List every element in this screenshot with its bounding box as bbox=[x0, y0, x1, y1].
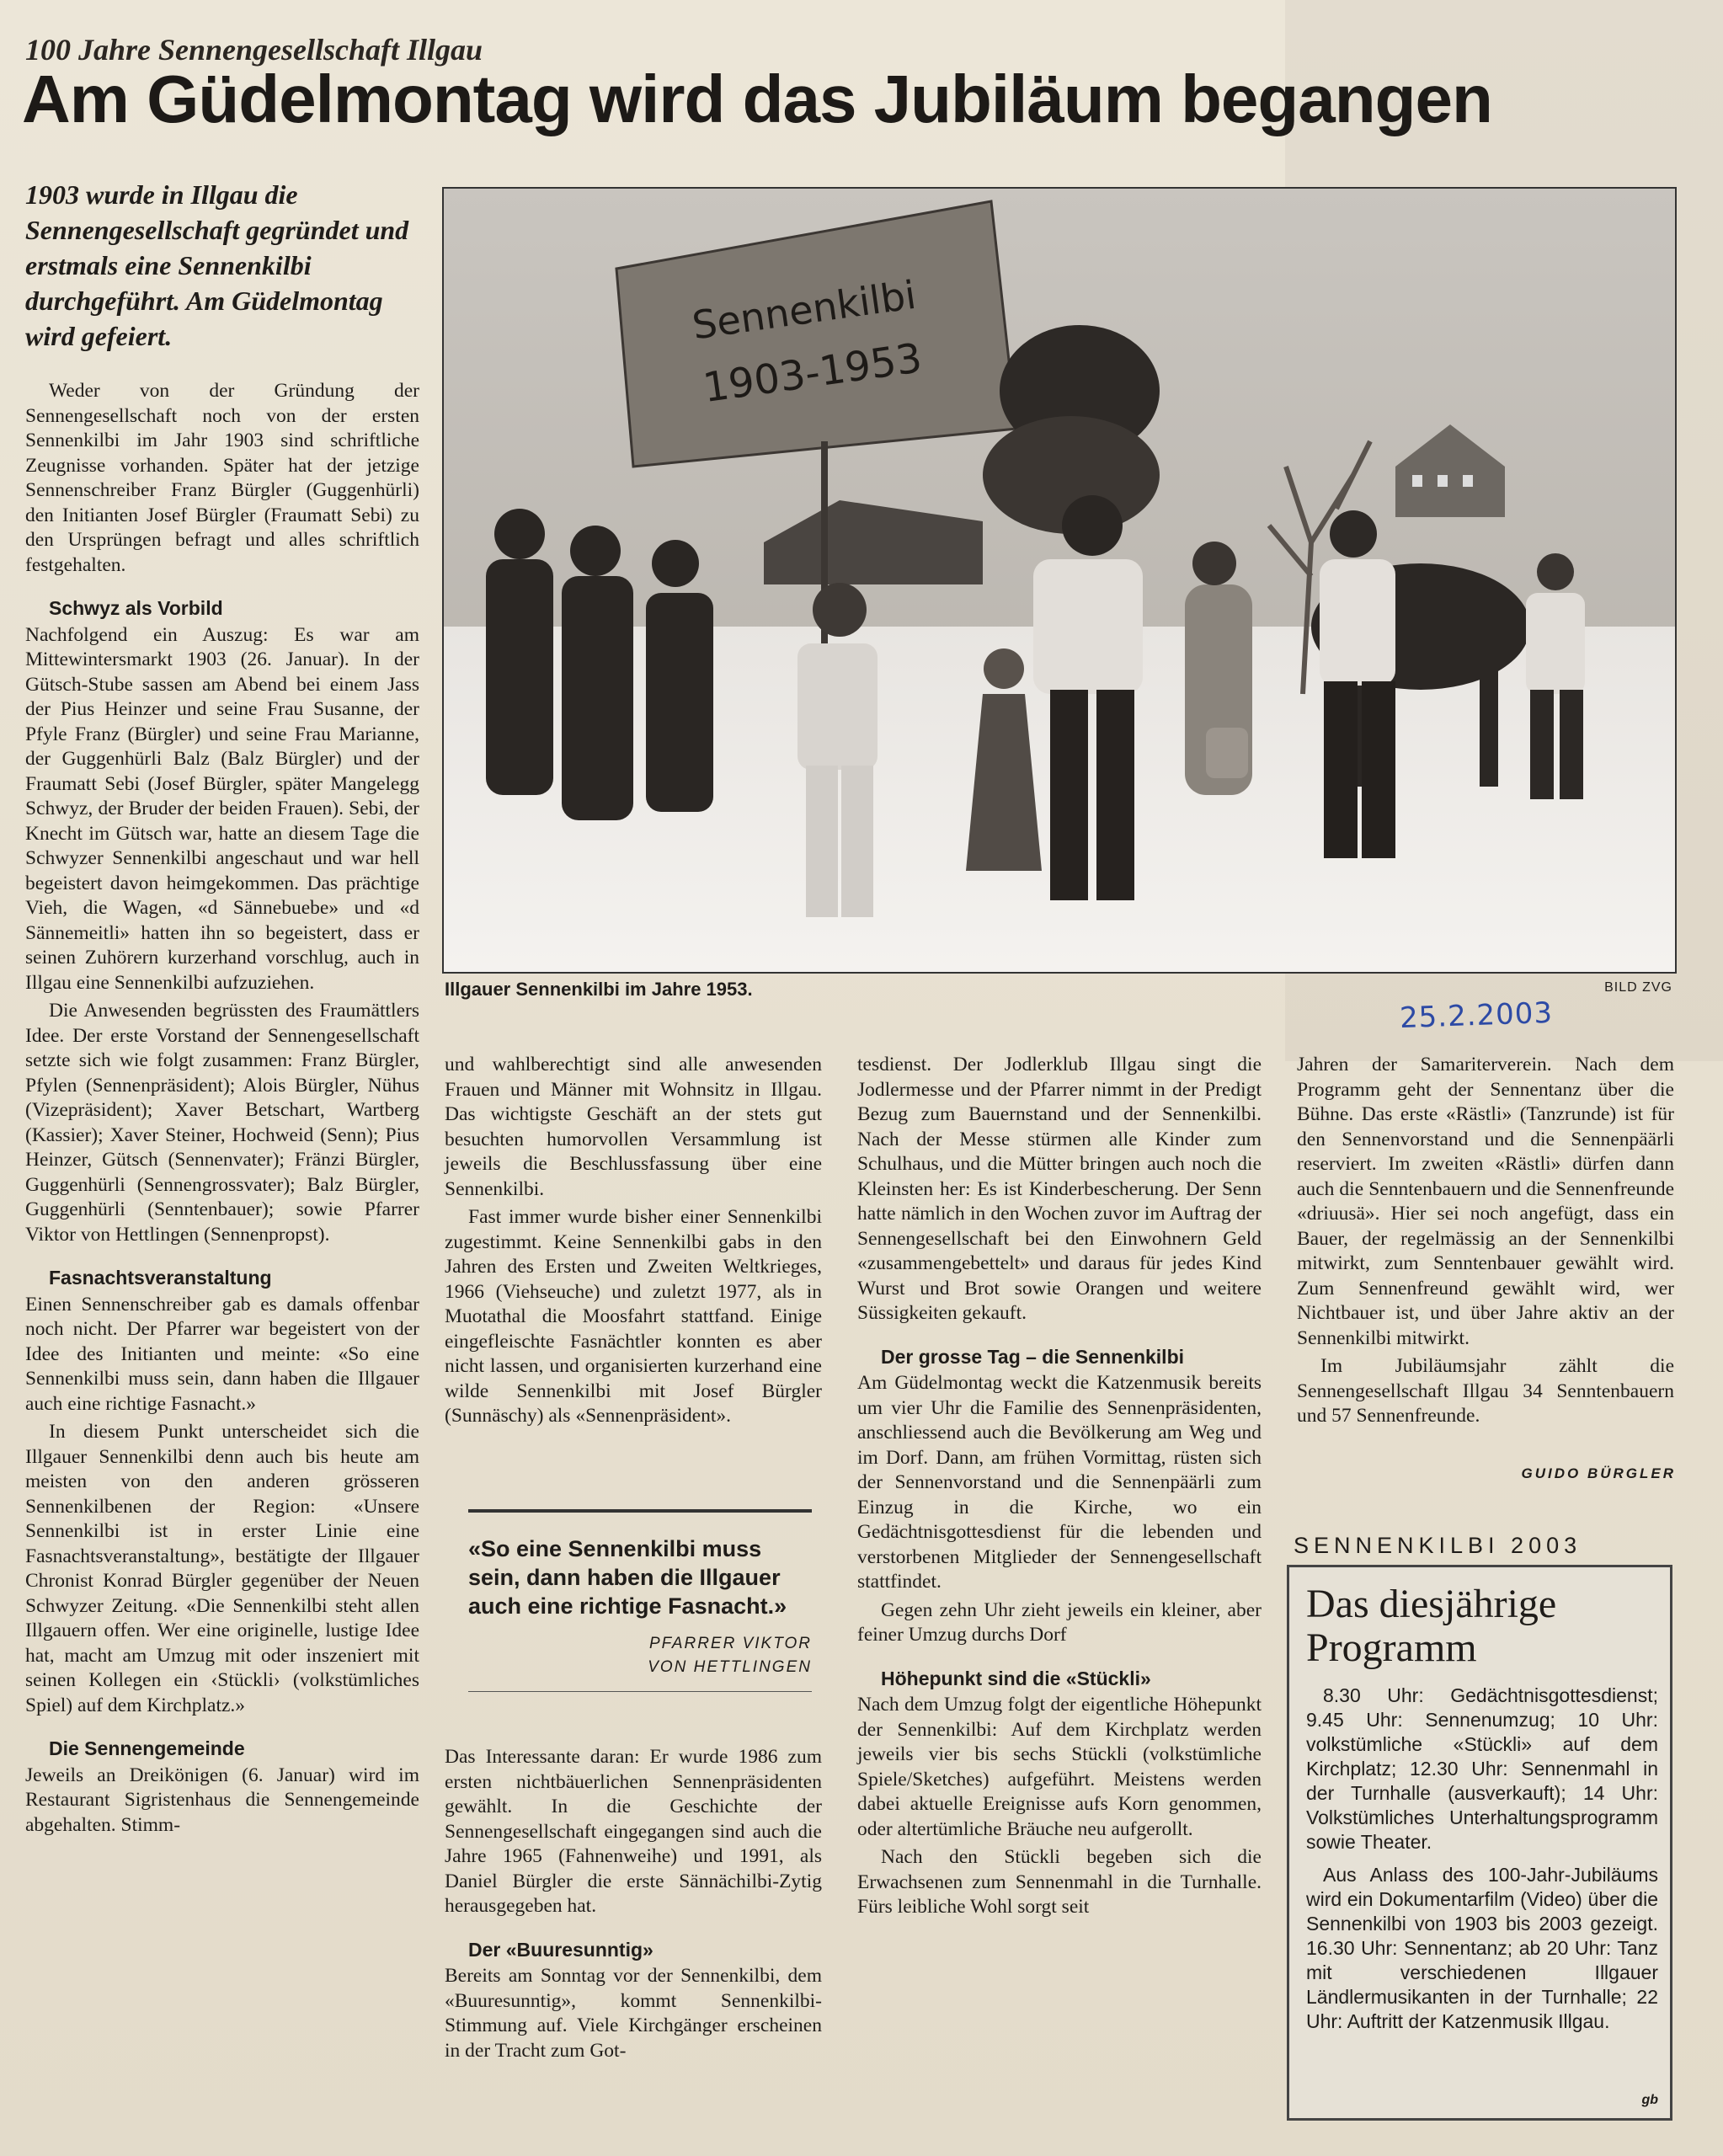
paragraph: Nach dem Umzug folgt der eigentliche Höhepunkt der Sennenkilbi: Auf dem Kirchplatz werden jeweils vier bis sechs Stückli (volkstümliche Spiele/Sketches) aufgeführt. Meistens werden dabei aktuelle Ereignisse aufs Korn genommen, oder altertümliche Bräuche neu aufgerollt. bbox=[857, 1694, 1262, 1840]
handwritten-date: 25.2.2003 bbox=[1399, 995, 1554, 1036]
article-kicker: 100 Jahre Sennengesellschaft Illgau bbox=[25, 33, 483, 67]
paragraph: Jahren der Samariterverein. Nach dem Programm geht der Sennentanz über die Bühne. Das erste «Rästli» (Tanzrunde) ist für den Sennenvorstand und die Sennenpäärli reserviert. Im zweiten «Rästli» dürfen dann auch die Senntenbauern und die Sennenfreunde «driuusä». Hier sei noch angefügt, dass ein Bauer, der regelmässig an der Sennenkilbi mitwirkt, zum Senntenbauer gewählt wird. Zum Sennenfreund gewählt wird, wer Nichtbauer ist, und über Jahre aktiv an der Sennenkilbi mitwirkt. bbox=[1297, 1054, 1674, 1349]
paragraph: Fast immer wurde bisher einer Sennenkilbi zugestimmt. Keine Sennenkilbi gabs in den Jahren des Ersten und Zweiten Weltkrieges, 1966 (Viehseuche) und zuletzt 1977, als in Muotathal die Moosfahrt stattfand. Einige eingefleischte Fasnächtler konnten es aber nicht lassen, und organisierten kurzerhand eine wilde Sennenkilbi mit Josef Bürgler (Sunnäschy) als «Sennenpräsident». bbox=[445, 1206, 822, 1427]
program-box-initials: gb bbox=[1641, 2093, 1658, 2107]
paragraph: Am Güdelmontag weckt die Katzenmusik bereits um vier Uhr die Familie des Sennenpräsidenten, anschliessend auch die Bevölkerung am Weg und im Dorf. Dann, am frühen Vormittag, rüsten sich der Sennenvorstand und die Sennenpäärli zum Einzug in die Kirche, wo ein Gedächtnisgottesdienst für die lebenden und verstorbenen Mitglieder der Sennengesellschaft stattfindet. bbox=[857, 1372, 1262, 1593]
article-headline: Am Güdelmontag wird das Jubiläum begangen bbox=[22, 61, 1492, 136]
program-paragraph: 8.30 Uhr: Gedächtnisgottesdienst; 9.45 Uhr: Sennenumzug; 10 Uhr: volkstümliche «Stückli» auf dem Kirchplatz; 12.30 Uhr: Sennenmahl in der Turnhalle (ausverkauft); 14 Uhr: Volkstümliches Unterhaltungsprogramm sowie Theater. bbox=[1306, 1684, 1658, 1853]
pull-quote bbox=[468, 1509, 812, 1692]
text-column-3 bbox=[857, 1053, 1262, 1920]
text-column-1 bbox=[25, 379, 419, 1838]
pull-quote-author-line-1: PFARRER VIKTOR bbox=[648, 1635, 812, 1652]
paragraph: Weder von der Gründung der Sennengesellschaft noch von der ersten Sennenkilbi im Jahr 1903 sind schriftliche Zeugnisse vorhanden. Später hat der jetzige Sennenschreiber Franz Bürgler (Guggenhürli) den Initianten Josef Bürgler (Fraumatt Sebi) zu den Ursprüngen befragt und alles schriftlich festgehalten. bbox=[25, 380, 419, 576]
program-box-kicker: SENNENKILBI 2003 bbox=[1294, 1533, 1582, 1558]
paragraph: Bereits am Sonntag vor der Sennenkilbi, dem «Buuresunntig», kommt Sennenkilbi-Stimmung auf. Viele Kirchgänger erscheinen in der Tracht zum Got- bbox=[445, 1965, 822, 2062]
program-box-title: Das diesjährige Programm bbox=[1306, 1582, 1557, 1670]
subheading: Schwyz als Vorbild bbox=[49, 597, 223, 619]
subheading: Die Sennengemeinde bbox=[49, 1737, 245, 1759]
sign-text-line-2: 1903-1953 bbox=[700, 334, 926, 413]
parade-photo-illustration bbox=[444, 189, 1675, 972]
paragraph: und wahlberechtigt sind alle anwesenden Frauen und Männer mit Wohnsitz in Illgau. Das wichtigste Geschäft an der stets gut besuchten humorvollen Versammlung ist jeweils die Beschlussfassung über eine Sennenkilbi. bbox=[445, 1054, 822, 1200]
program-box bbox=[1287, 1565, 1672, 2121]
author-byline: GUIDO BÜRGLER bbox=[1521, 1465, 1676, 1481]
text-column-4 bbox=[1297, 1053, 1674, 1429]
article-lead: 1903 wurde in Illgau die Sennengesellschaft gegründet und erstmals eine Sennenkilbi durchgeführt. Am Güdelmontag wird gefeiert. bbox=[25, 179, 409, 351]
text-column-2-continued bbox=[445, 1745, 822, 2063]
photo-credit: BILD ZVG bbox=[1604, 980, 1672, 995]
paragraph: Gegen zehn Uhr zieht jeweils ein kleiner, aber feiner Umzug durchs Dorf bbox=[857, 1598, 1262, 1646]
paragraph: In diesem Punkt unterscheidet sich die Illgauer Sennenkilbi denn auch bis heute am meisten von den anderen grösseren Sennenkilbenen der Region: «Unsere Sennenkilbi ist in erster Linie eine Fasnachtsveranstaltung», bestätigte der Illgauer Chronist Konrad Bürgler gegenüber der Neuen Schwyzer Zeitung. «Die Sennenkilbi steht allen Illgauern offen. Wer eine originelle, lustige Idee hat, macht am Umzug mit oder inszeniert mit seinen Kollegen ein ‹Stückli› (volkstümliches Spiel) auf dem Kirchplatz.» bbox=[25, 1421, 419, 1716]
pull-quote-author-line-2: VON HETTLINGEN bbox=[648, 1658, 812, 1676]
paragraph: Die Anwesenden begrüssten des Fraumättlers Idee. Der erste Vorstand der Sennengesellschaft setzte sich wie folgt zusammen: Franz Bürgler, Pfylen (Sennenpräsident); Alois Bürgler, Nühus (Vizepräsident); Xaver Betschart, Wartberg (Kassier); Xaver Steiner, Hochweid (Senn); Pius Heinzer, Gütsch (Sennenvater); Fränzi Bürgler, Guggenhürli (Sennengrossvater); Balz Bürgler, Guggenhürli (Senntenbauer); sowie Pfarrer Viktor von Hettlingen (Sennenpropst). bbox=[25, 1000, 419, 1246]
paragraph: Einen Sennenschreiber gab es damals offenbar noch nicht. Der Pfarrer war begeistert von der Idee des Initianten und meinte: «So eine Sennenkilbi muss sein, dann haben die Illgauer auch eine richtige Fasnacht.» bbox=[25, 1293, 419, 1415]
paragraph: Nach den Stückli begeben sich die Erwachsenen zum Sennenmahl in die Turnhalle. Fürs leibliche Wohl sorgt seit bbox=[857, 1846, 1262, 1918]
paragraph: Das Interessante daran: Er wurde 1986 zum ersten nichtbäuerlichen Sennenpräsidenten gewählt. In die Geschichte der Sennengesellschaft eingegangen sind auch die Jahre 1965 (Fahnenweihe) und 1991, als Daniel Bürgler die erste Sännächilbi-Zytig herausgegeben hat. bbox=[445, 1746, 822, 1917]
paragraph: Im Jubiläumsjahr zählt die Sennengesellschaft Illgau 34 Senntenbauern und 57 Sennenfreunde. bbox=[1297, 1355, 1674, 1427]
subheading: Der grosse Tag – die Sennenkilbi bbox=[881, 1345, 1185, 1368]
text-column-2 bbox=[445, 1053, 822, 1429]
paragraph: tesdienst. Der Jodlerklub Illgau singt die Jodlermesse und der Pfarrer nimmt in der Predigt Bezug zum Bauernstand und der Sennenkilbi. Nach der Messe stürmen alle Kinder zum Schulhaus, und die Mütter bringen auch noch die Kleinsten her: Es ist Kinderbescherung. Der Senn hatte nämlich in den Wochen zuvor im Auftrag der Sennengesellschaft bei den Einwohnern Geld «zusammengebettelt» und daraus für jedes Kind Wurst und Brot sowie Orangen und weitere Süssigkeiten gekauft. bbox=[857, 1054, 1262, 1324]
photo-caption: Illgauer Sennenkilbi im Jahre 1953. bbox=[445, 979, 753, 1000]
subheading: Der «Buuresunntig» bbox=[468, 1938, 653, 1961]
historic-photo bbox=[442, 187, 1677, 974]
subheading: Höhepunkt sind die «Stückli» bbox=[881, 1667, 1151, 1689]
paragraph: Jeweils an Dreikönigen (6. Januar) wird im Restaurant Sigristenhaus die Sennengemeinde abgehalten. Stimm- bbox=[25, 1764, 419, 1836]
paragraph: Nachfolgend ein Auszug: Es war am Mittewintersmarkt 1903 (26. Januar). In der Gütsch-Stube sassen am Abend bei einem Jass der Pius Heinzer und seine Frau Susanne, der Pfyle Franz (Bürgler) und seine Frau Marianne, der Guggenhürli Balz (Balz Bürgler) und der Fraumatt Sebi (Josef Bürgler, später Mangelegg Schwyz, der Bruder der beiden Frauen). Sebi, der Knecht im Gütsch war, hatte an diesem Tage die Schwyzer Sennenkilbi angeschaut und war hell begeistert davon heimgekommen. Das prächtige Vieh, die Wagen, «d Sännebuebe» und «d Sännemeitli» hatten ihn so begeistert, dass er seinen Zuhörern kurzerhand vorschlug, auch in Illgau eine Sennenkilbi aufzuziehen. bbox=[25, 623, 419, 994]
subheading: Fasnachtsveranstaltung bbox=[49, 1267, 272, 1289]
sign-text-line-1: Sennenkilbi bbox=[689, 271, 919, 349]
pull-quote-author bbox=[468, 1632, 812, 1692]
pull-quote-text: «So eine Sennenkilbi muss sein, dann haben die Illgauer auch eine richtige Fasnacht.» bbox=[468, 1536, 787, 1619]
program-paragraph: Aus Anlass des 100-Jahr-Jubiläums wird ein Dokumentarfilm (Video) über die Sennenkilbi von 1903 bis 2003 gezeigt. 16.30 Uhr: Sennentanz; ab 20 Uhr: Tanz mit verschiedenen Illgauer Ländlermusikanten in der Turnhalle; 22 Uhr: Auftritt der Katzenmusik Illgau. bbox=[1306, 1864, 1658, 2032]
